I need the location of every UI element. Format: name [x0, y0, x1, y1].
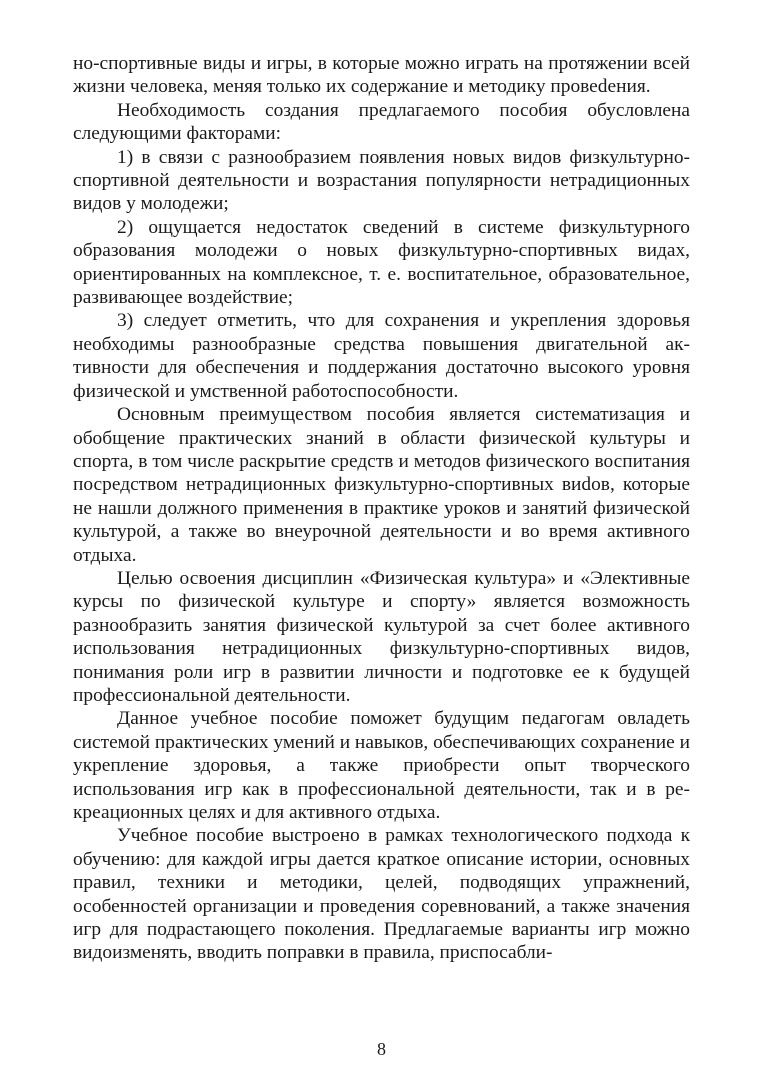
paragraph-structure: Учебное пособие выстроено в рамках технологического подхода к обучению: для каждой игры дается краткое описание истории, основных правил, техники и методики, целей, подводящих упражнений, особенностей организации и проведения соревнований, а также значения игр для подрастающего поколения. Предлагаемые варианты игр можно видоизменять, вводить поправки в правила, приспосабли-	[73, 825, 690, 964]
paragraph-necessity: Необходимость создания предлагаемого пособия обусловлена следующими факторами:	[73, 99, 690, 145]
paragraph-factor-1: 1) в связи с разнообразием появления новых видов физкультурно-спортивной деятельности и возрастания популярности нетрадиционных видов у молодежи;	[73, 146, 690, 215]
page-number: 8	[377, 1039, 386, 1059]
paragraph-benefit: Данное учебное пособие поможет будущим педагогам овладеть системой практических умений и навыков, обеспечивающих сохранение и укрепление здоровья, а также приобрести опыт творческого использования игр как в профессиональной деятельности, так и в рекреационных целях и для активного отдыха.	[73, 708, 690, 823]
page-body	[73, 52, 690, 965]
paragraph-goal: Целью освоения дисциплин «Физическая культура» и «Элективные курсы по физической культуре и спорту» является возможность разнообразить занятия физической культурой за счет более активного использования нетрадиционных физкультурно-спортивных видов, понимания роли игр в развитии личности и подготовке ее к будущей профессиональной деятельности.	[73, 567, 690, 706]
paragraph-advantage: Основным преимуществом пособия является систематизация и обобщение практических знаний в области физической культуры и спорта, в том числе раскрытие средств и методов физического воспитания посредством нетрадиционных физкультурно-спортивных виdов, которые не нашли должного применения в практике уроков и занятий физической культурой, а также во внеурочной деятельности и во время активного отдыха.	[73, 404, 690, 566]
paragraph-factor-2: 2) ощущается недостаток сведений в системе физкультурного образования молодежи о новых физкультурно-спортивных видах, ориентированных на комплексное, т. е. воспитательное, образовательное, развивающее воздействие;	[73, 216, 690, 309]
paragraph-factor-3: 3) следует отметить, что для сохранения и укрепления здоровья необходимы разнообразные средства повышения двигательной активности для обеспечения и поддержания достаточно высокого уровня физической и умственной работоспособности.	[73, 310, 690, 402]
paragraph-continuation: но-спортивные виды и игры, в которые можно играть на протяжении всей жизни человека, меняя только их содержание и методику провеdения.	[73, 53, 690, 98]
